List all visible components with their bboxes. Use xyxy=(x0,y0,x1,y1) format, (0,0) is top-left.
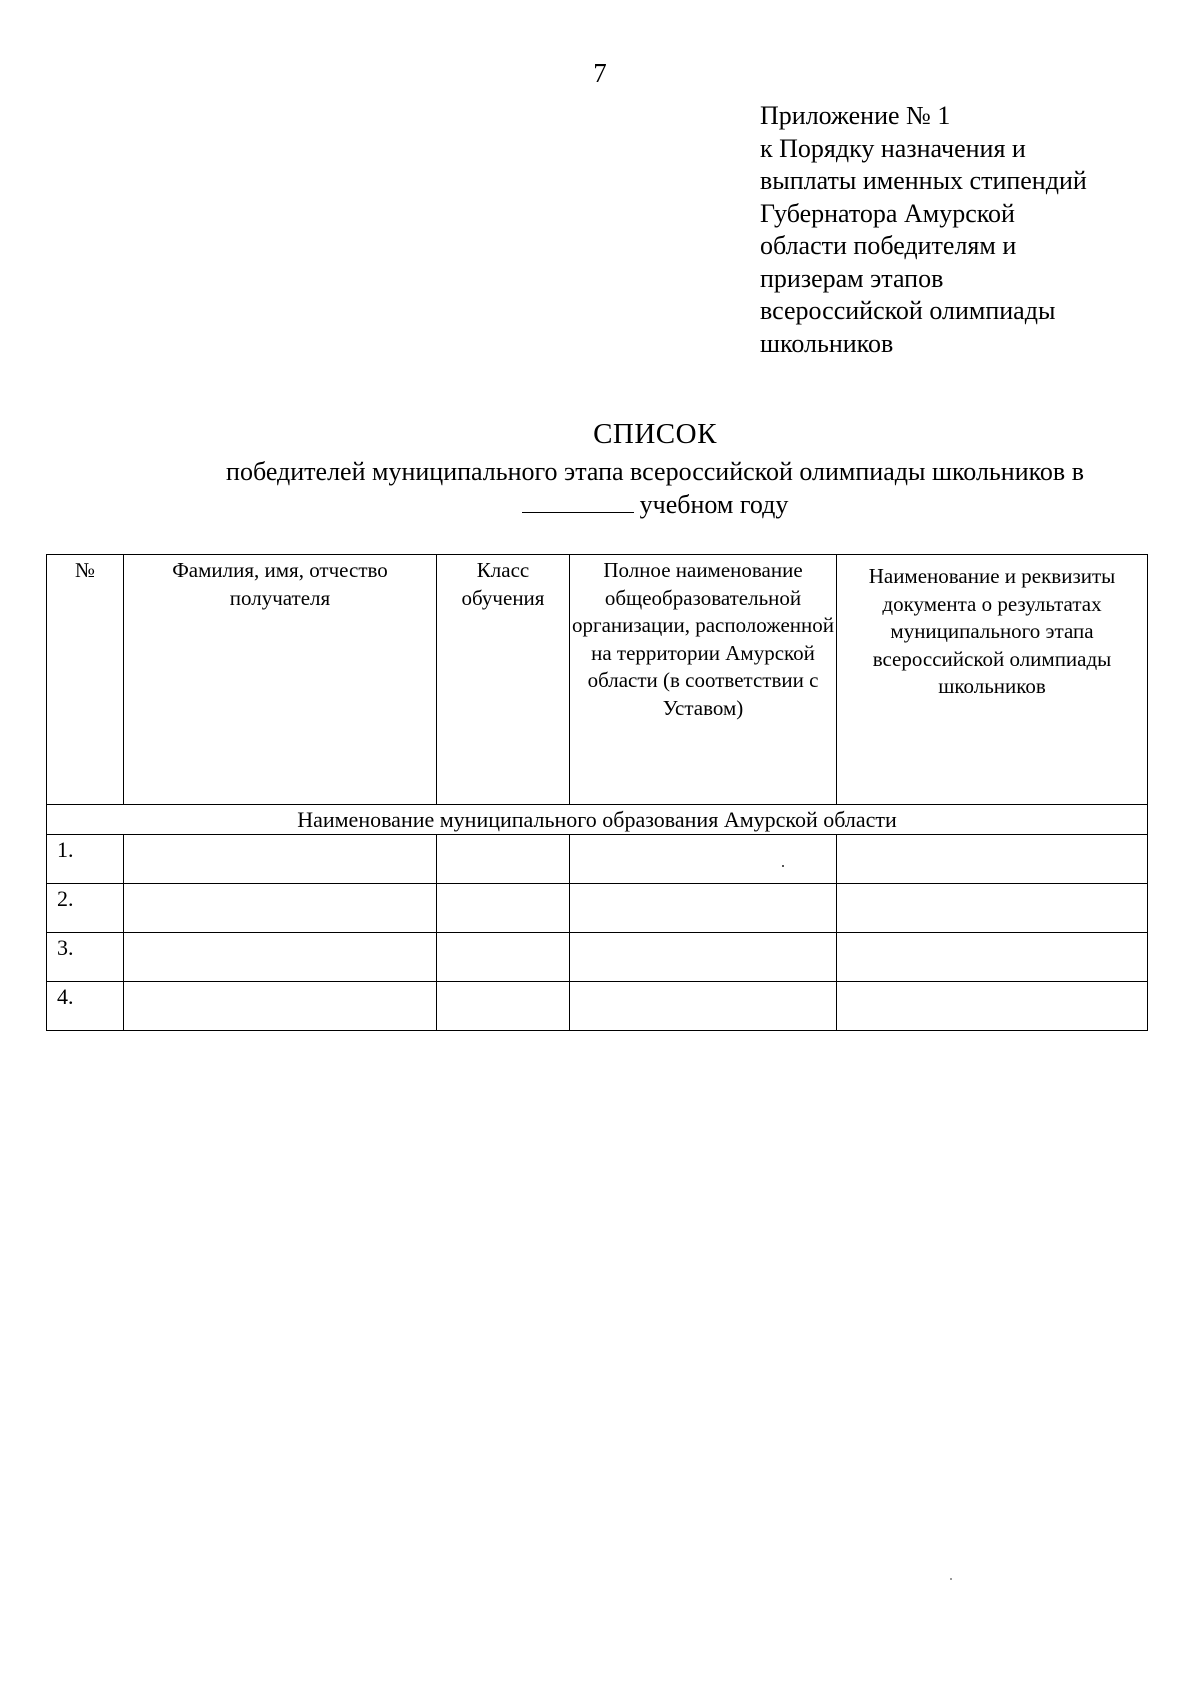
cell-organization xyxy=(570,884,837,933)
annex-line: школьников xyxy=(760,328,894,358)
header-full-name: Фамилия, имя, отчество получателя xyxy=(124,555,437,805)
table-region-row xyxy=(47,805,1148,835)
cell-grade xyxy=(437,835,570,884)
cell-grade xyxy=(437,933,570,982)
annex-line: Губернатора Амурской xyxy=(760,198,1015,228)
subtitle-line-2-text: учебном году xyxy=(639,490,789,519)
table-row xyxy=(47,933,1148,982)
cell-full-name xyxy=(124,835,437,884)
subtitle-line-1: победителей муниципального этапа всероссийской олимпиады школьников в xyxy=(226,457,1084,486)
cell-full-name xyxy=(124,982,437,1031)
table-header-row xyxy=(47,555,1148,805)
row-number: 2. xyxy=(47,884,124,933)
cell-organization xyxy=(570,933,837,982)
annex-line: Приложение № 1 xyxy=(760,101,951,130)
cell-full-name xyxy=(124,884,437,933)
cell-organization xyxy=(570,982,837,1031)
annex-block xyxy=(760,100,1180,360)
cell-document xyxy=(837,933,1148,982)
table-row xyxy=(47,982,1148,1031)
cell-grade xyxy=(437,884,570,933)
header-grade: Класс обучения xyxy=(437,555,570,805)
annex-line: выплаты именных стипендий xyxy=(760,166,1087,195)
annex-line: призерам этапов xyxy=(760,263,944,293)
region-label: Наименование муниципального образования Амурской области xyxy=(47,805,1148,835)
winners-table xyxy=(46,554,1148,1031)
header-organization: Полное наименование общеобразовательной организации, расположенной на территории Амурской области (в соответствии с Уставом) xyxy=(570,555,837,805)
scan-speck xyxy=(782,865,784,867)
cell-document xyxy=(837,835,1148,884)
scan-speck xyxy=(950,1578,952,1580)
table-row xyxy=(47,884,1148,933)
cell-document xyxy=(837,982,1148,1031)
row-number: 1. xyxy=(47,835,124,884)
year-blank-line xyxy=(522,490,634,513)
cell-organization xyxy=(570,835,837,884)
annex-line: к Порядку назначения и xyxy=(760,133,1026,163)
cell-document xyxy=(837,884,1148,933)
document-title: СПИСОК xyxy=(593,418,717,450)
row-number: 4. xyxy=(47,982,124,1031)
page-number: 7 xyxy=(593,58,607,88)
subtitle-line-2 xyxy=(0,488,1200,521)
header-document: Наименование и реквизиты документа о результатах муниципального этапа всероссийской олимпиады школьников xyxy=(837,555,1148,805)
annex-line: всероссийской олимпиады xyxy=(760,296,1056,325)
table-row xyxy=(47,835,1148,884)
row-number: 3. xyxy=(47,933,124,982)
annex-line: области победителям и xyxy=(760,231,1017,260)
document-subtitle xyxy=(0,455,1200,521)
cell-full-name xyxy=(124,933,437,982)
header-number: № xyxy=(47,555,124,805)
cell-grade xyxy=(437,982,570,1031)
